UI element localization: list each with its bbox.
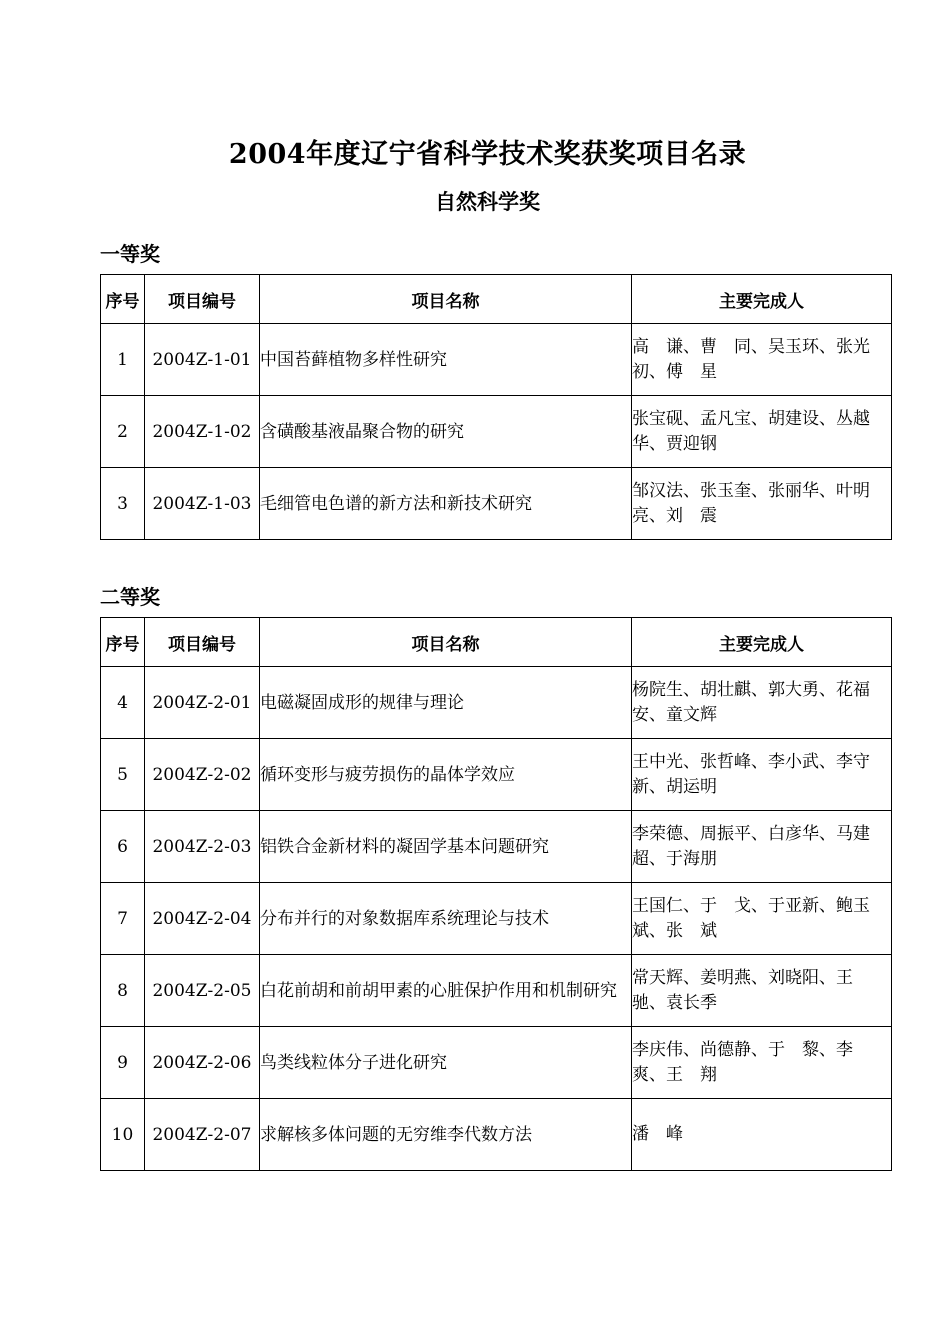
- table-row: [101, 468, 892, 540]
- table-row: [101, 739, 892, 811]
- header-code: 项目编号: [145, 618, 260, 667]
- row-no: 10: [101, 1099, 145, 1171]
- row-people: 王国仁、于 戈、于亚新、鲍玉斌、张 斌: [632, 883, 892, 955]
- row-no: 5: [101, 739, 145, 811]
- row-code: 2004Z-2-03: [145, 811, 260, 883]
- table-row: [101, 396, 892, 468]
- row-name: 求解核多体问题的无穷维李代数方法: [260, 1099, 632, 1171]
- header-name: 项目名称: [260, 618, 632, 667]
- row-no: 4: [101, 667, 145, 739]
- row-code: 2004Z-2-06: [145, 1027, 260, 1099]
- table-row: [101, 811, 892, 883]
- row-no: 7: [101, 883, 145, 955]
- row-name: 毛细管电色谱的新方法和新技术研究: [260, 468, 632, 540]
- row-name: 电磁凝固成形的规律与理论: [260, 667, 632, 739]
- header-people: 主要完成人: [632, 618, 892, 667]
- document-title: 2004年度辽宁省科学技术奖获奖项目名录: [228, 139, 747, 170]
- row-people: 李庆伟、尚德静、于 黎、李 爽、王 翔: [632, 1027, 892, 1099]
- table-row: [101, 667, 892, 739]
- document-subtitle: 自然科学奖: [435, 189, 540, 214]
- row-code: 2004Z-1-03: [145, 468, 260, 540]
- row-code: 2004Z-2-04: [145, 883, 260, 955]
- header-name: 项目名称: [260, 275, 632, 324]
- header-no: 序号: [101, 275, 145, 324]
- section-label-second-prize: 二等奖: [100, 585, 160, 609]
- row-code: 2004Z-1-02: [145, 396, 260, 468]
- header-code: 项目编号: [145, 275, 260, 324]
- row-people: 潘 峰: [632, 1099, 892, 1171]
- row-people: 杨院生、胡壮麒、郭大勇、花福安、童文辉: [632, 667, 892, 739]
- row-code: 2004Z-2-02: [145, 739, 260, 811]
- table-row: [101, 883, 892, 955]
- table-row: [101, 324, 892, 396]
- table-row: [101, 1099, 892, 1171]
- row-code: 2004Z-1-01: [145, 324, 260, 396]
- first-prize-table: [100, 274, 892, 540]
- row-no: 3: [101, 468, 145, 540]
- row-people: 张宝砚、孟凡宝、胡建设、丛越华、贾迎钢: [632, 396, 892, 468]
- row-code: 2004Z-2-07: [145, 1099, 260, 1171]
- row-no: 9: [101, 1027, 145, 1099]
- row-name: 循环变形与疲劳损伤的晶体学效应: [260, 739, 632, 811]
- row-code: 2004Z-2-01: [145, 667, 260, 739]
- row-name: 鸟类线粒体分子进化研究: [260, 1027, 632, 1099]
- row-no: 1: [101, 324, 145, 396]
- row-name: 分布并行的对象数据库系统理论与技术: [260, 883, 632, 955]
- row-people: 邹汉法、张玉奎、张丽华、叶明亮、刘 震: [632, 468, 892, 540]
- row-people: 王中光、张哲峰、李小武、李守新、胡运明: [632, 739, 892, 811]
- row-people: 常天辉、姜明燕、刘晓阳、王 驰、袁长季: [632, 955, 892, 1027]
- row-people: 高 谦、曹 同、吴玉环、张光初、傅 星: [632, 324, 892, 396]
- table-header-row: [101, 618, 892, 667]
- row-name: 白花前胡和前胡甲素的心脏保护作用和机制研究: [260, 955, 632, 1027]
- row-no: 6: [101, 811, 145, 883]
- header-people: 主要完成人: [632, 275, 892, 324]
- table-row: [101, 955, 892, 1027]
- row-name: 含磺酸基液晶聚合物的研究: [260, 396, 632, 468]
- row-people: 李荣德、周振平、白彦华、马建超、于海朋: [632, 811, 892, 883]
- table-header-row: [101, 275, 892, 324]
- row-name: 中国苔藓植物多样性研究: [260, 324, 632, 396]
- table-row: [101, 1027, 892, 1099]
- second-prize-table: [100, 617, 892, 1171]
- row-name: 铝铁合金新材料的凝固学基本问题研究: [260, 811, 632, 883]
- row-no: 2: [101, 396, 145, 468]
- row-no: 8: [101, 955, 145, 1027]
- header-no: 序号: [101, 618, 145, 667]
- section-label-first-prize: 一等奖: [100, 242, 160, 266]
- row-code: 2004Z-2-05: [145, 955, 260, 1027]
